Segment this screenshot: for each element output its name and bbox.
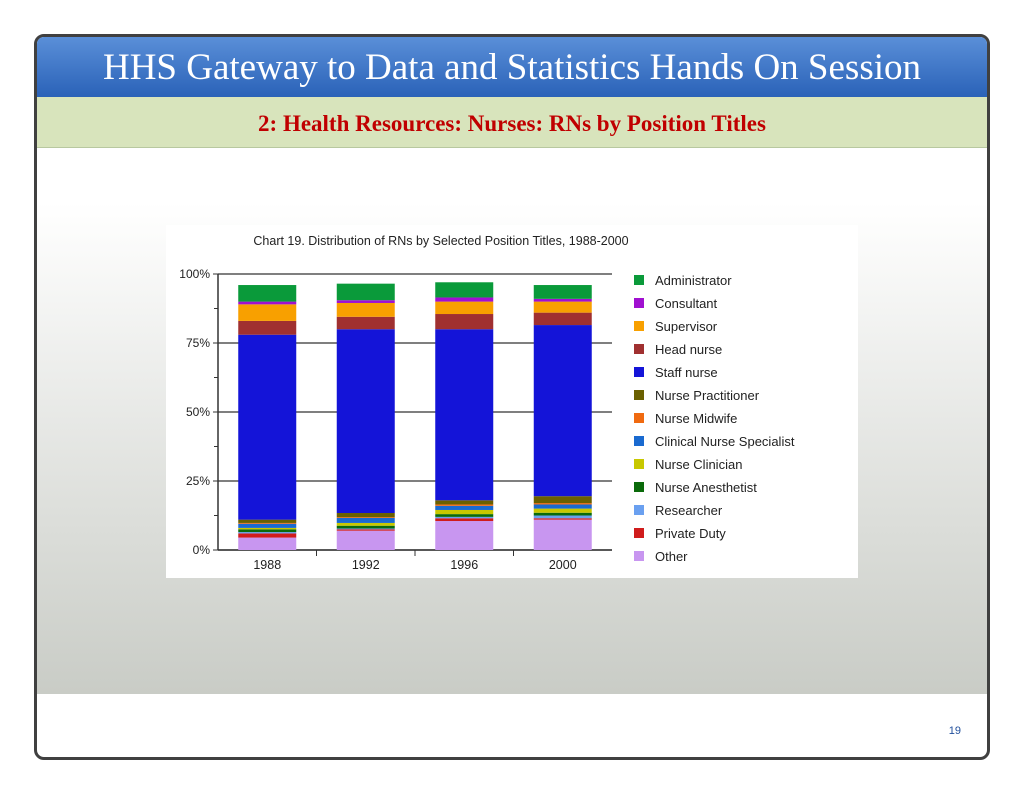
chart-title: Chart 19. Distribution of RNs by Selected Position Titles, 1988-2000	[253, 234, 629, 248]
y-tick-label: 25%	[185, 474, 210, 488]
legend-swatch	[634, 459, 644, 469]
bar-segment-clinical-nurse-specialist	[238, 524, 296, 528]
legend-swatch	[634, 551, 644, 561]
bar-segment-researcher	[534, 516, 592, 519]
legend-swatch	[634, 390, 644, 400]
bar-segment-supervisor	[534, 302, 592, 313]
bar-segment-nurse-clinician	[534, 509, 592, 513]
legend-swatch	[634, 275, 644, 285]
bar-segment-nurse-anesthetist	[337, 526, 395, 529]
y-tick-label: 75%	[185, 336, 210, 350]
bar-segment-supervisor	[435, 302, 493, 314]
bar-segment-head-nurse	[435, 314, 493, 329]
bar-segment-nurse-clinician	[435, 510, 493, 514]
legend-swatch	[634, 367, 644, 377]
y-tick-label: 50%	[185, 405, 210, 419]
chart	[166, 225, 858, 578]
bar-segment-other	[337, 531, 395, 550]
legend-swatch	[634, 505, 644, 515]
bar-segment-consultant	[534, 299, 592, 302]
bar-segment-head-nurse	[238, 321, 296, 335]
bar-segment-nurse-practitioner	[435, 500, 493, 504]
bar-segment-clinical-nurse-specialist	[435, 506, 493, 510]
x-tick-label: 2000	[548, 558, 577, 572]
slide-title: HHS Gateway to Data and Statistics Hands On Session	[37, 37, 987, 97]
bar-segment-nurse-practitioner	[534, 496, 592, 503]
bar-segment-consultant	[435, 297, 493, 301]
legend-label: Staff nurse	[655, 365, 718, 380]
bar-segment-consultant	[337, 300, 395, 303]
bar-segment-administrator	[337, 284, 395, 301]
bar-segment-nurse-anesthetist	[534, 513, 592, 516]
bar-segment-researcher	[238, 532, 296, 533]
legend-label: Nurse Clinician	[655, 457, 743, 472]
legend-label: Clinical Nurse Specialist	[655, 434, 795, 449]
bar-segment-private-duty	[534, 518, 592, 519]
bar-segment-consultant	[238, 302, 296, 305]
bar-segment-nurse-clinician	[238, 528, 296, 529]
bar-segment-nurse-anesthetist	[435, 514, 493, 517]
legend-label: Nurse Practitioner	[655, 388, 760, 403]
bar-segment-head-nurse	[534, 313, 592, 325]
slide-subtitle: 2: Health Resources: Nurses: RNs by Position Titles	[37, 97, 987, 148]
bar-segment-other	[534, 520, 592, 550]
bar-segment-nurse-practitioner	[337, 513, 395, 517]
bar-segment-researcher	[435, 517, 493, 518]
legend-swatch	[634, 344, 644, 354]
bar-segment-private-duty	[435, 518, 493, 521]
bar-segment-private-duty	[238, 533, 296, 537]
bar-segment-nurse-anesthetist	[238, 529, 296, 532]
bar-segment-staff-nurse	[238, 335, 296, 520]
bar-segment-administrator	[435, 282, 493, 297]
bar-segment-staff-nurse	[435, 329, 493, 500]
legend-label: Head nurse	[655, 342, 723, 357]
x-tick-label: 1996	[450, 558, 479, 572]
bar-segment-administrator	[534, 285, 592, 299]
bar-segment-supervisor	[238, 304, 296, 321]
legend-swatch	[634, 298, 644, 308]
legend-label: Nurse Anesthetist	[655, 480, 757, 495]
bar-segment-head-nurse	[337, 317, 395, 329]
bar-segment-clinical-nurse-specialist	[534, 504, 592, 508]
y-tick-label: 0%	[192, 543, 210, 557]
legend-label: Other	[655, 549, 688, 564]
legend-label: Administrator	[655, 273, 732, 288]
y-tick-label: 100%	[179, 267, 210, 281]
bar-segment-administrator	[238, 285, 296, 302]
legend-label: Private Duty	[655, 526, 726, 541]
bar-segment-other	[238, 538, 296, 550]
page-number: 19	[948, 725, 961, 737]
chart-svg	[166, 225, 858, 578]
x-tick-label: 1992	[351, 558, 380, 572]
bar-segment-nurse-clinician	[337, 523, 395, 526]
bar-segment-nurse-midwife	[337, 517, 395, 518]
bar-segment-nurse-midwife	[238, 523, 296, 524]
bar-segment-supervisor	[337, 303, 395, 317]
bar-segment-nurse-midwife	[435, 504, 493, 505]
bar-segment-staff-nurse	[337, 329, 395, 513]
legend-swatch	[634, 413, 644, 423]
legend-swatch	[634, 436, 644, 446]
bar-segment-other	[435, 521, 493, 550]
bar-segment-staff-nurse	[534, 325, 592, 496]
bar-segment-nurse-practitioner	[238, 520, 296, 523]
legend-swatch	[634, 528, 644, 538]
bar-segment-clinical-nurse-specialist	[337, 518, 395, 523]
legend-label: Nurse Midwife	[655, 411, 738, 426]
bar-segment-nurse-midwife	[534, 503, 592, 504]
legend-label: Consultant	[655, 296, 718, 311]
bar-segment-private-duty	[337, 529, 395, 530]
legend-label: Supervisor	[655, 319, 718, 334]
legend-label: Researcher	[655, 503, 723, 518]
legend-swatch	[634, 321, 644, 331]
x-tick-label: 1988	[253, 558, 282, 572]
legend-swatch	[634, 482, 644, 492]
bar-segment-researcher	[337, 528, 395, 529]
